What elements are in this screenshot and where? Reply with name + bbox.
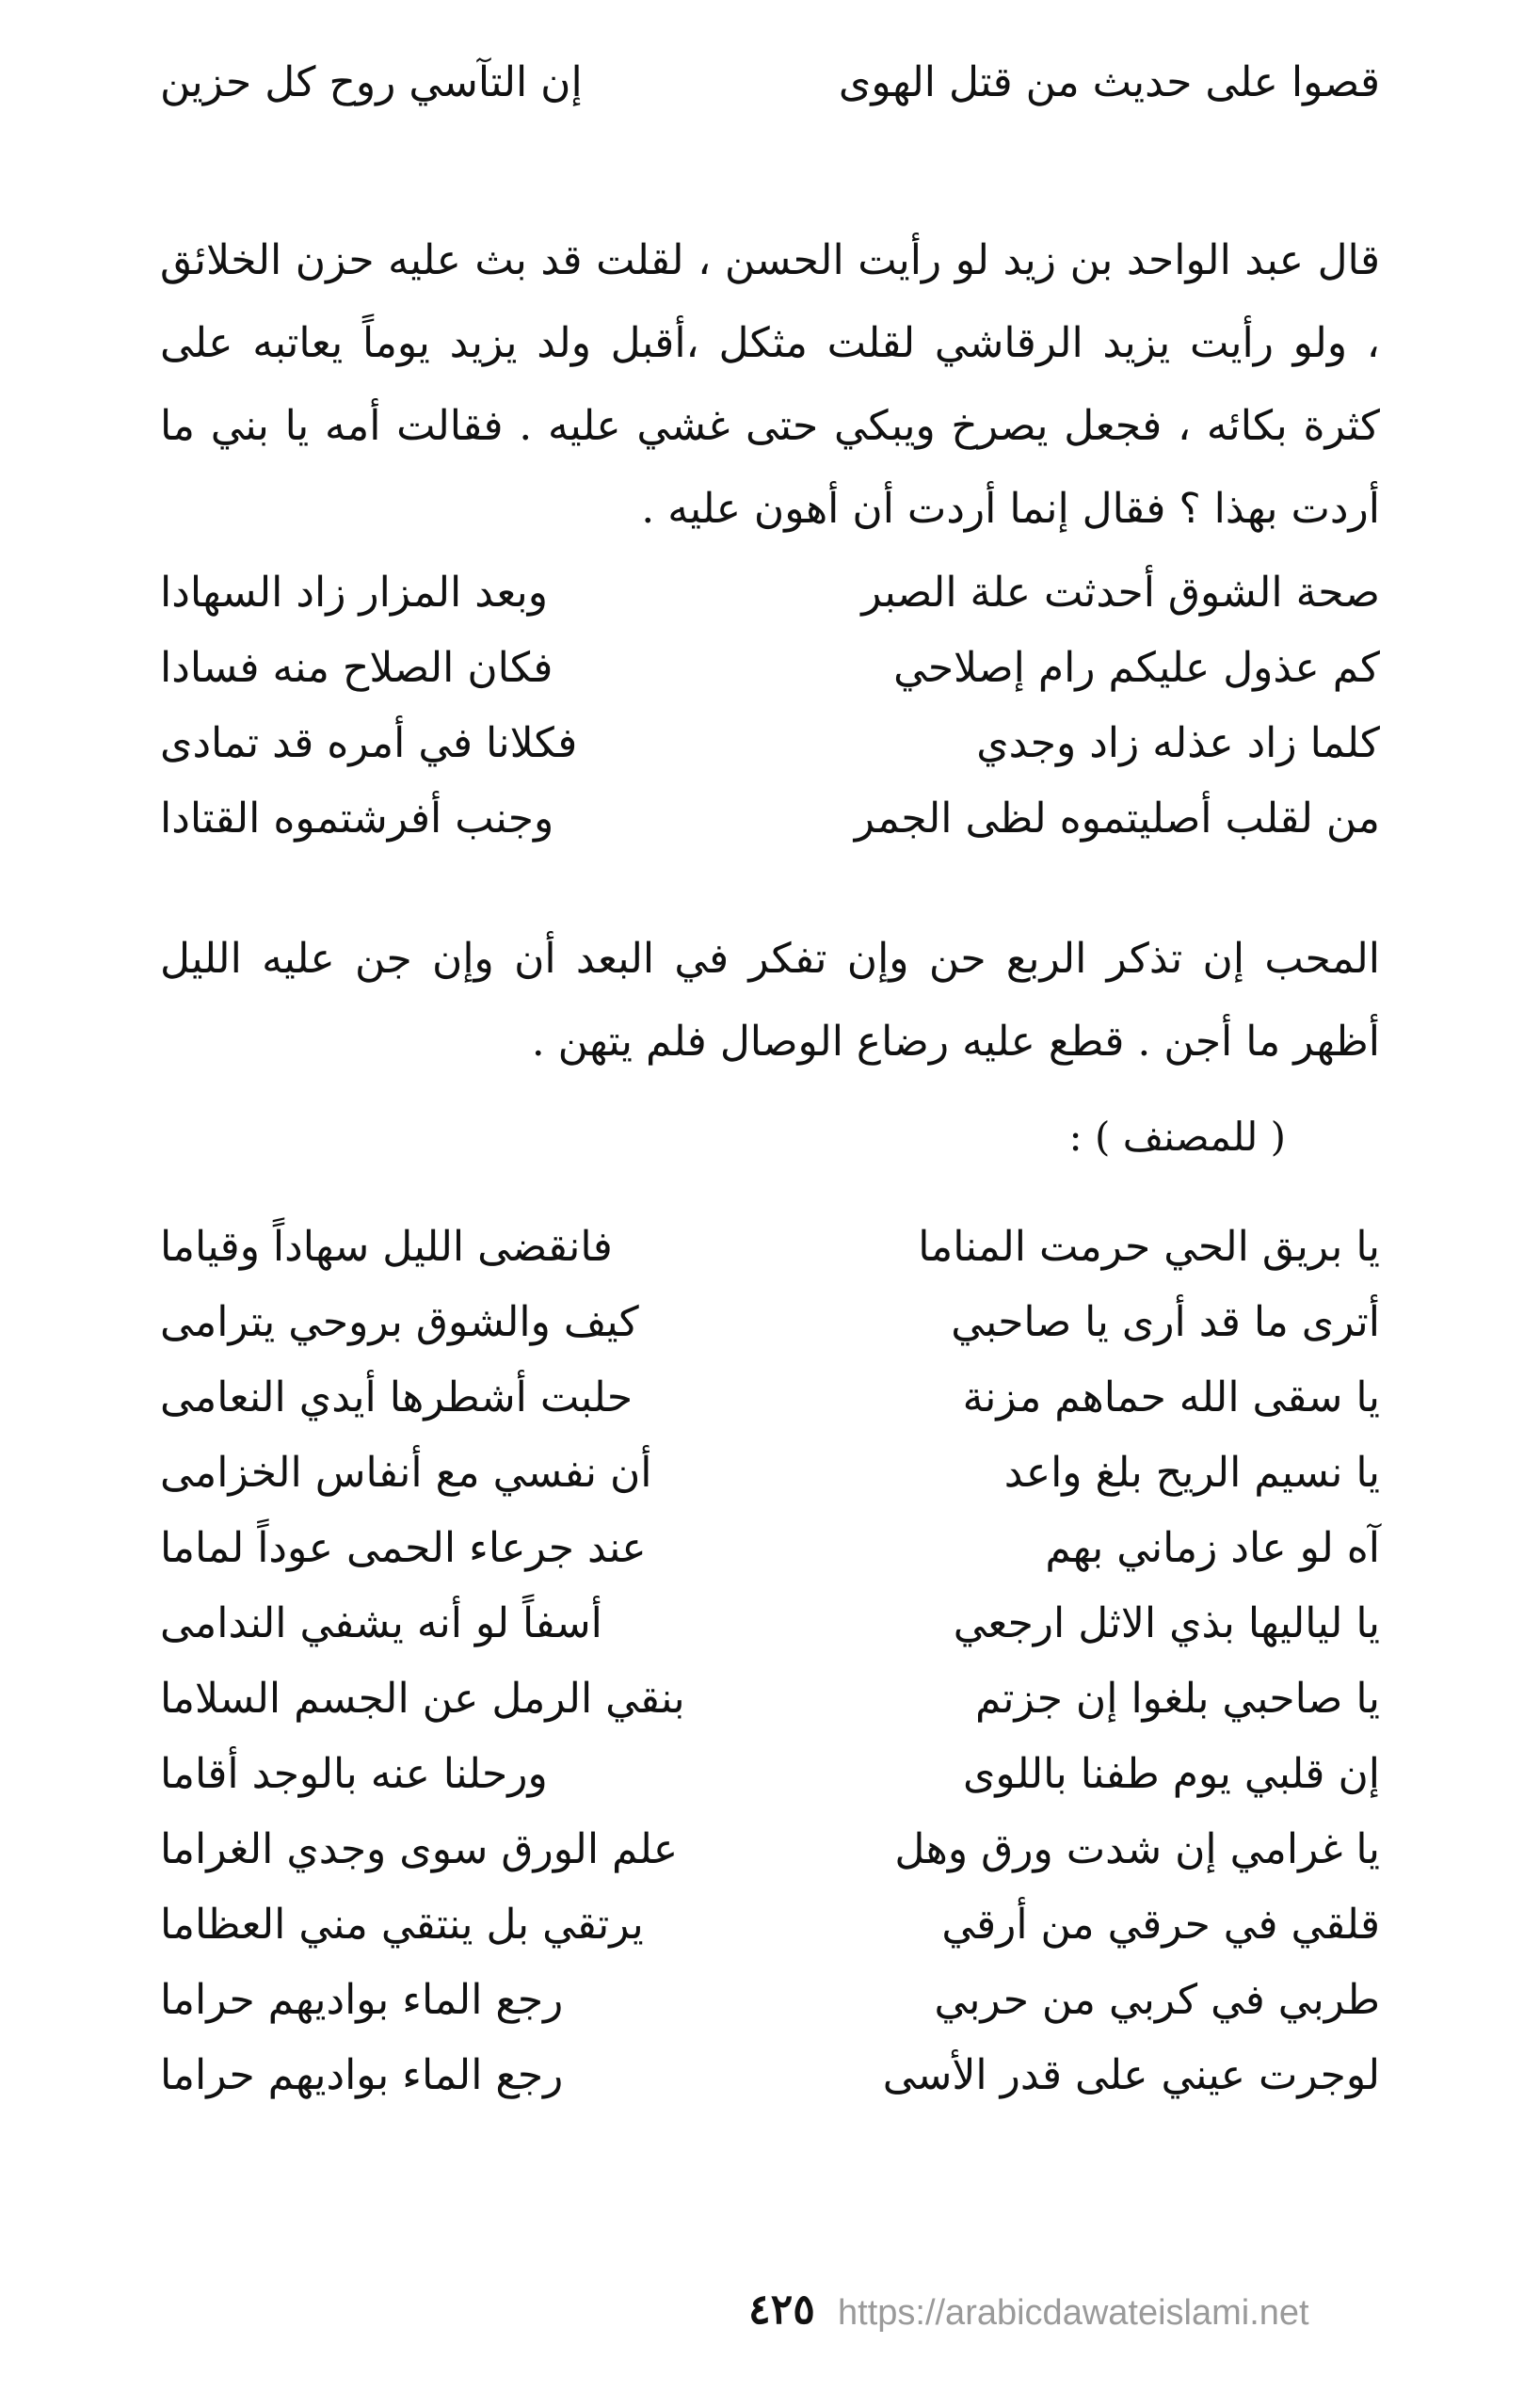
- poem-2-verse: [160, 1662, 1380, 1737]
- opening-verse-second: إن التآسي روح كل حزين: [160, 58, 583, 106]
- poem-2: [160, 1210, 1380, 2113]
- hemistich-first: لوجرت عيني على قدر الأسى: [882, 2051, 1380, 2099]
- hemistich-first: يا سقى الله حماهم مزنة: [962, 1373, 1380, 1421]
- poem-1-verse: [160, 781, 1380, 857]
- hemistich-first: كم عذول عليكم رام إصلاحي: [893, 644, 1380, 692]
- paragraph-2: المحب إن تذكر الربع حن وإن تفكر في البعد أن وإن جن عليه الليل أظهر ما أجن . قطع عليه رضاع الوصال فلم يتهن .: [160, 935, 1380, 1066]
- hemistich-second: رجع الماء بواديهم حراما: [160, 2051, 564, 2099]
- poem-2-verse: [160, 1285, 1380, 1360]
- hemistich-first: يا صاحبي بلغوا إن جزتم: [974, 1675, 1380, 1723]
- hemistich-first: قلقي في حرقي من أرقي: [941, 1901, 1380, 1949]
- opening-verse-first: قصوا على حديث من قتل الهوى: [838, 58, 1380, 106]
- poem-2-verse: [160, 2038, 1380, 2113]
- hemistich-second: أن نفسي مع أنفاس الخزامى: [160, 1449, 652, 1497]
- hemistich-first: طربي في كربي من حربي: [934, 1976, 1380, 2024]
- hemistich-second: بنقي الرمل عن الجسم السلاما: [160, 1675, 685, 1723]
- hemistich-first: يا نسيم الريح بلغ واعد: [1003, 1449, 1380, 1497]
- hemistich-first: آه لو عاد زماني بهم: [1045, 1524, 1380, 1572]
- hemistich-first: صحة الشوق أحدثت علة الصبر: [861, 569, 1380, 617]
- hemistich-second: وجنب أفرشتموه القتادا: [160, 795, 554, 843]
- opening-verse: [160, 45, 1380, 120]
- page-number: ٤٢٥: [748, 2286, 815, 2334]
- hemistich-second: ورحلنا عنه بالوجد أقاما: [160, 1750, 548, 1798]
- hemistich-second: رجع الماء بواديهم حراما: [160, 1976, 564, 2024]
- poem-1-verse: [160, 706, 1380, 781]
- hemistich-second: فانقضى الليل سهاداً وقياما: [160, 1223, 613, 1271]
- poem-1-verse: [160, 555, 1380, 631]
- hemistich-first: أترى ما قد أرى يا صاحبي: [951, 1298, 1380, 1346]
- hemistich-first: كلما زاد عذله زاد وجدي: [976, 719, 1380, 767]
- hemistich-second: فكلانا في أمره قد تمادى: [160, 719, 578, 767]
- hemistich-second: حلبت أشطرها أيدي النعامى: [160, 1373, 634, 1421]
- poem-2-verse: [160, 1737, 1380, 1812]
- poem-1: [160, 555, 1380, 857]
- poem-2-verse: [160, 1210, 1380, 1285]
- hemistich-second: يرتقي بل ينتقي مني العظاما: [160, 1901, 644, 1949]
- poem-2-verse: [160, 1511, 1380, 1586]
- poem-2-verse: [160, 1812, 1380, 1887]
- hemistich-first: إن قلبي يوم طفنا باللوى: [962, 1750, 1380, 1798]
- hemistich-first: يا بريق الحي حرمت المناما: [918, 1223, 1380, 1271]
- poem-2-verse: [160, 1360, 1380, 1436]
- hemistich-second: كيف والشوق بروحي يترامى: [160, 1298, 639, 1346]
- hemistich-first: يا لياليها بذي الاثل ارجعي: [953, 1599, 1380, 1647]
- poem-2-verse: [160, 1963, 1380, 2038]
- hemistich-second: علم الورق سوى وجدي الغراما: [160, 1825, 679, 1873]
- poem-2-verse: [160, 1887, 1380, 1963]
- hemistich-second: فكان الصلاح منه فسادا: [160, 644, 553, 692]
- poem-2-verse: [160, 1586, 1380, 1662]
- hemistich-second: وبعد المزار زاد السهادا: [160, 569, 549, 617]
- poem-1-verse: [160, 631, 1380, 706]
- hemistich-first: يا غرامي إن شدت ورق وهل: [894, 1825, 1380, 1873]
- author-caption: ( للمصنف ) :: [1068, 1114, 1286, 1160]
- hemistich-first: من لقلب أصليتموه لظى الجمر: [854, 795, 1380, 843]
- hemistich-second: أسفاً لو أنه يشفي الندامى: [160, 1599, 602, 1647]
- hemistich-second: عند جرعاء الحمى عوداً لماما: [160, 1524, 647, 1572]
- watermark-url: https://arabicdawateislami.net: [838, 2293, 1309, 2333]
- poem-2-verse: [160, 1436, 1380, 1511]
- paragraph-1: قال عبد الواحد بن زيد لو رأيت الحسن ، لقلت قد بث عليه حزن الخلائق ، ولو رأيت يزيد الرقاشي لقلت مثكل ،أقبل ولد يزيد يوماً يعاتبه على كثرة بكائه ، فجعل يصرخ ويبكي حتى غشي عليه . فقالت أمه يا بني ما أردت بهذا ؟ فقال إنما أردت أن أهون عليه .: [160, 236, 1380, 533]
